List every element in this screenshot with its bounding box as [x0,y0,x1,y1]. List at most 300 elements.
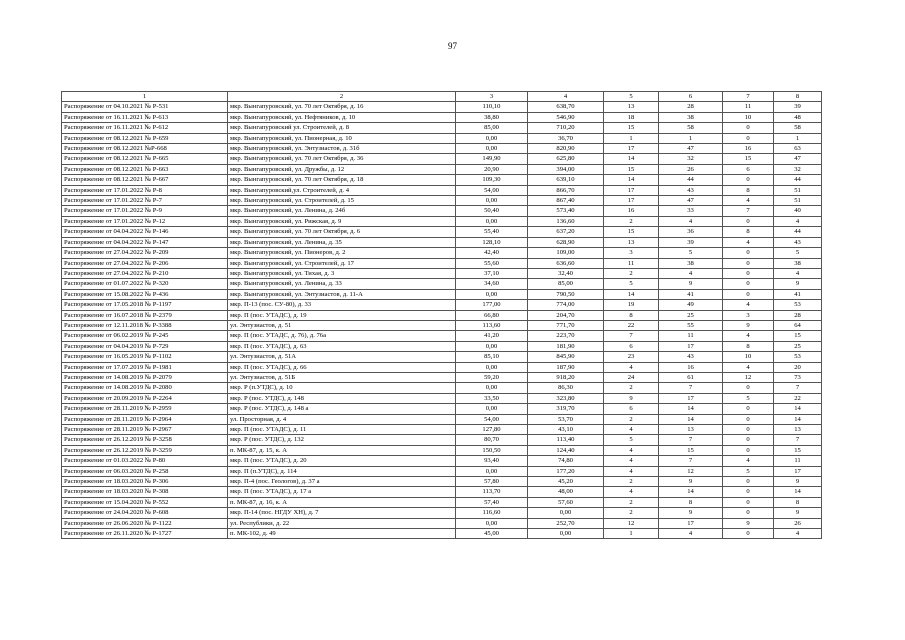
value-cell: 36,70 [528,133,604,143]
table-row [62,206,822,216]
count-cell: 9 [723,320,774,330]
count-cell: 4 [774,529,822,539]
value-cell: 0,00 [528,508,604,518]
order-cell: Распоряжение от 01.07.2022 № Р-320 [62,279,228,289]
address-cell: мкр. Вынгапуровский, ул. Строителей, д. 17 [228,258,456,268]
value-cell: 85,10 [456,352,528,362]
value-cell: 0,00 [456,144,528,154]
order-cell: Распоряжение от 28.11.2019 № Р-2959 [62,404,228,414]
table-row [62,258,822,268]
value-cell: 394,00 [528,164,604,174]
count-cell: 33 [659,206,723,216]
count-cell: 5 [659,248,723,258]
count-cell: 2 [604,383,659,393]
table-row [62,383,822,393]
count-cell: 11 [659,331,723,341]
order-cell: Распоряжение от 08.12.2021 № Р-667 [62,175,228,185]
order-cell: Распоряжение от 26.11.2020 № Р-1727 [62,529,228,539]
count-cell: 6 [723,164,774,174]
address-cell: мкр. Р (пос. УТДС), д. 148 а [228,404,456,414]
count-cell: 9 [604,393,659,403]
value-cell: 625,80 [528,154,604,164]
count-cell: 61 [659,372,723,382]
count-cell: 15 [723,154,774,164]
order-cell: Распоряжение от 08.12.2021 №Р-668 [62,144,228,154]
table-row [62,248,822,258]
count-cell: 0 [723,123,774,133]
count-cell: 3 [723,310,774,320]
count-cell: 0 [723,445,774,455]
table-row [62,425,822,435]
count-cell: 4 [604,445,659,455]
order-cell: Распоряжение от 27.04.2022 № Р-210 [62,268,228,278]
count-cell: 47 [774,154,822,164]
table-row [62,352,822,362]
value-cell: 93,40 [456,456,528,466]
value-cell: 223,70 [528,331,604,341]
value-cell: 0,00 [456,133,528,143]
value-cell: 32,40 [528,268,604,278]
count-cell: 2 [604,497,659,507]
value-cell: 109,30 [456,175,528,185]
address-cell: мкр. Вынгапуровский, ул. 70 лет Октября, д. 36 [228,154,456,164]
value-cell: 636,60 [528,258,604,268]
value-cell: 128,10 [456,237,528,247]
column-header: 1 [62,92,228,102]
value-cell: 0,00 [528,529,604,539]
count-cell: 17 [659,341,723,351]
count-cell: 14 [659,404,723,414]
column-header: 4 [528,92,604,102]
table-row [62,508,822,518]
table-row [62,456,822,466]
address-cell: мкр. П (пос. УТАДС), д. 19 [228,310,456,320]
table-row [62,279,822,289]
count-cell: 0 [723,268,774,278]
count-cell: 51 [774,196,822,206]
count-cell: 0 [723,383,774,393]
count-cell: 14 [604,154,659,164]
count-cell: 17 [604,144,659,154]
count-cell: 11 [604,258,659,268]
value-cell: 55,40 [456,227,528,237]
count-cell: 7 [774,383,822,393]
value-cell: 820,90 [528,144,604,154]
value-cell: 0,00 [456,383,528,393]
table-row [62,268,822,278]
address-cell: мкр. Вынгапуровский, ул. Рижская, д. 9 [228,216,456,226]
value-cell: 54,00 [456,414,528,424]
value-cell: 53,70 [528,414,604,424]
address-cell: мкр. Вынгапуровский, ул. Тихая, д. 3 [228,268,456,278]
count-cell: 7 [659,435,723,445]
value-cell: 573,40 [528,206,604,216]
count-cell: 47 [659,144,723,154]
value-cell: 136,60 [528,216,604,226]
count-cell: 36 [659,227,723,237]
value-cell: 55,60 [456,258,528,268]
order-cell: Распоряжение от 17.01.2022 № Р-12 [62,216,228,226]
count-cell: 48 [774,112,822,122]
count-cell: 17 [659,393,723,403]
column-header: 8 [774,92,822,102]
count-cell: 49 [659,300,723,310]
order-cell: Распоряжение от 14.08.2019 № Р-2080 [62,383,228,393]
order-cell: Распоряжение от 28.11.2019 № Р-2967 [62,425,228,435]
table-row [62,289,822,299]
table-row [62,477,822,487]
count-cell: 14 [604,175,659,185]
value-cell: 59,20 [456,372,528,382]
count-cell: 0 [723,529,774,539]
value-cell: 867,40 [528,196,604,206]
address-cell: мкр. Вынгапуровский ул. Строителей, д. 8 [228,123,456,133]
value-cell: 33,50 [456,393,528,403]
value-cell: 639,10 [528,175,604,185]
address-cell: мкр. Р (п.УТДС), д. 10 [228,383,456,393]
column-header: 3 [456,92,528,102]
order-cell: Распоряжение от 16.11.2021 № Р-612 [62,123,228,133]
column-header: 7 [723,92,774,102]
order-cell: Распоряжение от 16.05.2019 № Р-1102 [62,352,228,362]
count-cell: 22 [774,393,822,403]
count-cell: 13 [604,102,659,112]
table-row [62,164,822,174]
count-cell: 8 [723,227,774,237]
address-cell: мкр. Вынгапуровский, ул. 70 лет Октября, д. 6 [228,227,456,237]
count-cell: 24 [604,372,659,382]
column-header: 5 [604,92,659,102]
table-row [62,414,822,424]
address-cell: мкр. П (п.УТДС), д. 114 [228,466,456,476]
count-cell: 17 [659,518,723,528]
count-cell: 8 [604,310,659,320]
count-cell: 3 [604,248,659,258]
count-cell: 1 [604,529,659,539]
count-cell: 28 [659,102,723,112]
address-cell: мкр. Вынгапуровский,ул. Строителей, д. 4 [228,185,456,195]
order-cell: Распоряжение от 18.03.2020 № Р-308 [62,487,228,497]
table-row [62,133,822,143]
count-cell: 7 [723,206,774,216]
count-cell: 0 [723,258,774,268]
table-row [62,123,822,133]
page-number: 97 [448,41,457,51]
count-cell: 64 [774,320,822,330]
table-row [62,175,822,185]
count-cell: 28 [774,310,822,320]
order-cell: Распоряжение от 06.03.2020 № Р-258 [62,466,228,476]
order-cell: Распоряжение от 08.12.2021 № Р-659 [62,133,228,143]
value-cell: 74,80 [528,456,604,466]
count-cell: 18 [604,112,659,122]
address-cell: п. МК-102, д. 49 [228,529,456,539]
table-row [62,466,822,476]
count-cell: 7 [659,383,723,393]
count-cell: 53 [774,352,822,362]
address-cell: мкр. Вынгапуровский, ул. Пионеров, д. 2 [228,248,456,258]
order-cell: Распоряжение от 27.04.2022 № Р-206 [62,258,228,268]
count-cell: 38 [659,258,723,268]
value-cell: 57,40 [456,497,528,507]
value-cell: 45,00 [456,529,528,539]
order-cell: Распоряжение от 14.08.2019 № Р-2079 [62,372,228,382]
order-cell: Распоряжение от 08.12.2021 № Р-665 [62,154,228,164]
value-cell: 845,90 [528,352,604,362]
value-cell: 177,20 [528,466,604,476]
count-cell: 2 [604,216,659,226]
count-cell: 63 [774,144,822,154]
count-cell: 8 [659,497,723,507]
value-cell: 710,20 [528,123,604,133]
count-cell: 4 [659,268,723,278]
count-cell: 14 [774,487,822,497]
count-cell: 5 [604,279,659,289]
value-cell: 0,00 [456,341,528,351]
count-cell: 9 [659,279,723,289]
value-cell: 109,00 [528,248,604,258]
address-cell: мкр. П-4 (пос. Геологов), д. 37 а [228,477,456,487]
order-cell: Распоряжение от 26.06.2020 № Р-1122 [62,518,228,528]
value-cell: 41,20 [456,331,528,341]
count-cell: 51 [774,185,822,195]
address-cell: ул. Энтузиастов, д. 51А [228,352,456,362]
count-cell: 17 [604,196,659,206]
count-cell: 44 [774,227,822,237]
value-cell: 0,00 [456,196,528,206]
count-cell: 5 [723,466,774,476]
count-cell: 0 [723,414,774,424]
address-cell: ул. Республики, д. 22 [228,518,456,528]
value-cell: 0,00 [456,362,528,372]
order-cell: Распоряжение от 06.02.2019 № Р-245 [62,331,228,341]
count-cell: 15 [774,331,822,341]
table-row [62,237,822,247]
value-cell: 866,70 [528,185,604,195]
count-cell: 15 [604,164,659,174]
order-cell: Распоряжение от 27.04.2022 № Р-209 [62,248,228,258]
address-cell: ул. Энтузиастов, д. 51Б [228,372,456,382]
value-cell: 187,90 [528,362,604,372]
value-cell: 774,00 [528,300,604,310]
value-cell: 110,10 [456,102,528,112]
count-cell: 7 [604,331,659,341]
count-cell: 4 [604,466,659,476]
value-cell: 113,40 [528,435,604,445]
count-cell: 15 [604,123,659,133]
value-cell: 0,00 [456,216,528,226]
count-cell: 15 [604,227,659,237]
address-cell: ул. Энтузиастов, д. 51 [228,320,456,330]
count-cell: 14 [774,414,822,424]
address-cell: мкр. Вынгапуровский, ул. Нефтяников, д. 10 [228,112,456,122]
count-cell: 20 [774,362,822,372]
value-cell: 638,70 [528,102,604,112]
count-cell: 15 [774,445,822,455]
table-row [62,372,822,382]
count-cell: 16 [604,206,659,216]
count-cell: 5 [604,435,659,445]
count-cell: 41 [774,289,822,299]
value-cell: 57,80 [456,477,528,487]
count-cell: 4 [723,331,774,341]
order-cell: Распоряжение от 01.03.2022 № Р-80 [62,456,228,466]
count-cell: 5 [723,393,774,403]
value-cell: 54,00 [456,185,528,195]
address-cell: мкр. П-13 (пос. СУ-80), д. 33 [228,300,456,310]
count-cell: 47 [659,196,723,206]
address-cell: мкр. Вынгапуровский, ул. 70 лет Октября, д. 18 [228,175,456,185]
count-cell: 0 [723,175,774,185]
table-row [62,154,822,164]
value-cell: 252,70 [528,518,604,528]
value-cell: 918,20 [528,372,604,382]
address-cell: мкр. Вынгапуровский, ул. Пионерная, д. 10 [228,133,456,143]
table-row [62,529,822,539]
value-cell: 34,60 [456,279,528,289]
column-header: 2 [228,92,456,102]
count-cell: 4 [604,362,659,372]
address-cell: мкр. Вынгапуровский, ул. Энтузиастов, д. 31б [228,144,456,154]
address-cell: мкр. П-14 (пос. НГДУ ХН), д. 7 [228,508,456,518]
count-cell: 39 [659,237,723,247]
count-cell: 9 [774,477,822,487]
address-cell: мкр. Вынгапуровский, ул. Дружбы, д. 12 [228,164,456,174]
count-cell: 55 [659,320,723,330]
address-cell: мкр. Вынгапуровский, ул. 70 лет Октября, д. 16 [228,102,456,112]
order-cell: Распоряжение от 26.12.2019 № Р-3259 [62,445,228,455]
count-cell: 32 [659,154,723,164]
table-row [62,102,822,112]
count-cell: 9 [774,279,822,289]
value-cell: 546,90 [528,112,604,122]
table-row [62,393,822,403]
count-cell: 0 [723,404,774,414]
count-cell: 38 [659,112,723,122]
count-cell: 9 [659,477,723,487]
count-cell: 0 [723,216,774,226]
count-cell: 9 [659,508,723,518]
value-cell: 319,70 [528,404,604,414]
order-cell: Распоряжение от 16.11.2021 № Р-613 [62,112,228,122]
address-cell: ул. Просторная, д. 4 [228,414,456,424]
value-cell: 628,90 [528,237,604,247]
value-cell: 50,40 [456,206,528,216]
address-cell: мкр. П (пос. УТАДС, д. 76), д. 76а [228,331,456,341]
value-cell: 0,00 [456,518,528,528]
count-cell: 9 [723,518,774,528]
count-cell: 22 [604,320,659,330]
count-cell: 17 [774,466,822,476]
order-cell: Распоряжение от 15.08.2022 № Р-436 [62,289,228,299]
value-cell: 48,00 [528,487,604,497]
count-cell: 23 [604,352,659,362]
order-cell: Распоряжение от 20.09.2019 № Р-2264 [62,393,228,403]
address-cell: мкр. П (пос. УТАДС), д. 66 [228,362,456,372]
value-cell: 57,60 [528,497,604,507]
count-cell: 13 [659,425,723,435]
count-cell: 38 [774,258,822,268]
count-cell: 4 [723,300,774,310]
order-cell: Распоряжение от 26.12.2019 № Р-3258 [62,435,228,445]
count-cell: 6 [604,404,659,414]
count-cell: 0 [723,435,774,445]
count-cell: 11 [723,102,774,112]
count-cell: 4 [723,196,774,206]
table-row [62,216,822,226]
value-cell: 149,90 [456,154,528,164]
address-cell: мкр. Р (пос. УТДС), д. 148 [228,393,456,403]
count-cell: 4 [723,237,774,247]
count-cell: 4 [723,456,774,466]
count-cell: 43 [659,352,723,362]
address-cell: мкр. Р (пос. УТДС), д. 132 [228,435,456,445]
count-cell: 7 [774,435,822,445]
count-cell: 5 [774,248,822,258]
address-cell: мкр. П (пос. УТАДС), д. 11 [228,425,456,435]
order-cell: Распоряжение от 24.04.2020 № Р-608 [62,508,228,518]
table-row [62,300,822,310]
count-cell: 32 [774,164,822,174]
address-cell: мкр. Вынгапуровский, ул. Ленина, д. 33 [228,279,456,289]
order-cell: Распоряжение от 17.01.2022 № Р-9 [62,206,228,216]
table-row [62,435,822,445]
value-cell: 124,40 [528,445,604,455]
value-cell: 116,60 [456,508,528,518]
housing-table [61,91,822,539]
count-cell: 16 [659,362,723,372]
value-cell: 66,80 [456,310,528,320]
table-row [62,227,822,237]
count-cell: 15 [659,445,723,455]
count-cell: 14 [659,414,723,424]
value-cell: 790,50 [528,289,604,299]
count-cell: 14 [604,289,659,299]
table-row [62,112,822,122]
table-row [62,196,822,206]
count-cell: 4 [604,425,659,435]
value-cell: 20,90 [456,164,528,174]
value-cell: 37,10 [456,268,528,278]
count-cell: 4 [604,456,659,466]
table-row [62,320,822,330]
count-cell: 17 [604,185,659,195]
count-cell: 4 [723,362,774,372]
value-cell: 0,00 [456,289,528,299]
count-cell: 0 [723,133,774,143]
value-cell: 42,40 [456,248,528,258]
value-cell: 45,20 [528,477,604,487]
count-cell: 8 [774,497,822,507]
count-cell: 4 [659,216,723,226]
order-cell: Распоряжение от 08.12.2021 № Р-663 [62,164,228,174]
count-cell: 41 [659,289,723,299]
value-cell: 0,00 [456,404,528,414]
count-cell: 12 [723,372,774,382]
count-cell: 12 [659,466,723,476]
order-cell: Распоряжение от 17.01.2022 № Р-8 [62,185,228,195]
count-cell: 0 [723,289,774,299]
count-cell: 25 [659,310,723,320]
count-cell: 19 [604,300,659,310]
address-cell: мкр. П (пос. УТАДС), д. 63 [228,341,456,351]
count-cell: 2 [604,477,659,487]
table-row [62,144,822,154]
count-cell: 7 [659,456,723,466]
count-cell: 0 [723,425,774,435]
address-cell: мкр. Вынгапуровский, ул. Ленина, д. 24б [228,206,456,216]
order-cell: Распоряжение от 04.10.2021 № Р-531 [62,102,228,112]
